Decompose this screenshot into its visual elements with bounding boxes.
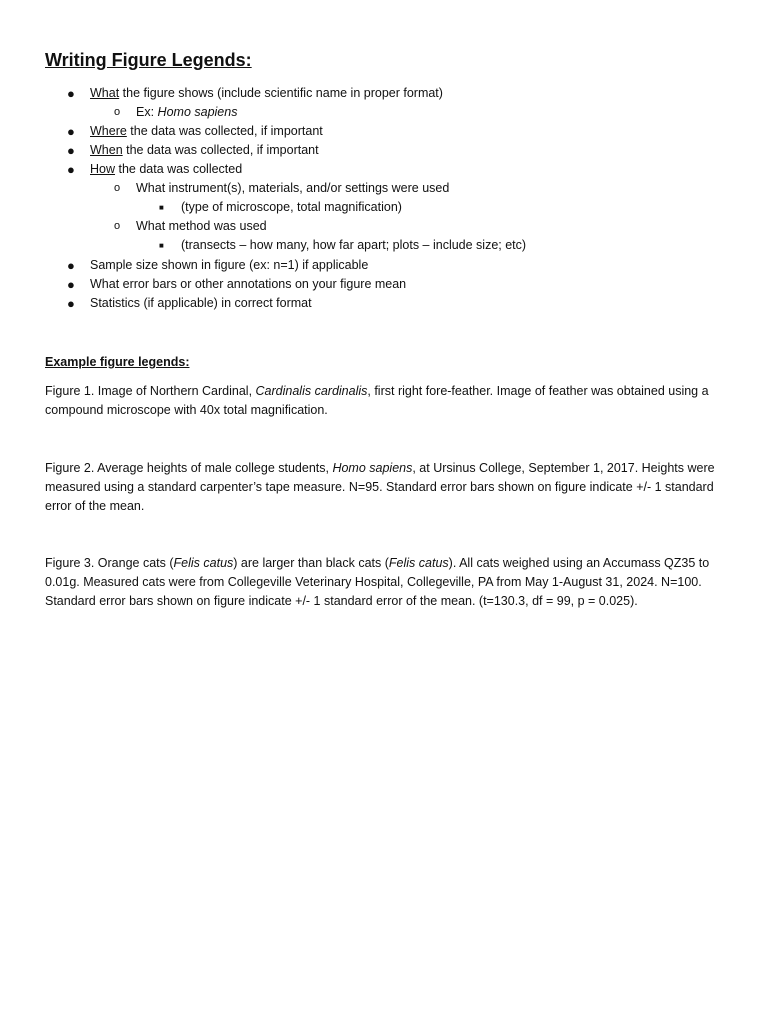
- scientific-name: Cardinalis cardinalis: [255, 384, 368, 398]
- list-item-text: Statistics (if applicable) in correct format: [90, 296, 312, 310]
- list-item-text: Ex:: [136, 105, 158, 119]
- page-title: Writing Figure Legends:: [45, 50, 252, 70]
- list-item-text: Sample size shown in figure (ex: n=1) if applicable: [90, 258, 369, 272]
- legend-text: ) are larger than black cats (: [233, 556, 389, 570]
- legend-text: ). All cats weighed using an Accumass QZ35 to 0.01g. Measured cats were from Collegeville Veterinary Hospital, Collegeville, PA from May 1-August 31, 2024. N=100. Standard error bars shown on figure indicate +/- 1 standard error of the mean. (t=130.3, df = 99, p = 0.025).: [45, 556, 710, 608]
- figure-legend-1: [45, 382, 735, 420]
- list-item-text: the data was collected, if important: [122, 143, 319, 157]
- bullet-dot-icon: ●: [67, 86, 75, 101]
- list-item: [114, 180, 450, 197]
- legend-text: , at Ursinus College, September 1, 2017. Heights were measured using a standard carpenter’s tape measure. N=95. Standard error bars shown on figure indicate +/- 1 standard error of the mean.: [45, 461, 715, 513]
- list-item-text: (type of microscope, total magnification): [181, 200, 402, 214]
- bullet-square-icon: ■: [159, 203, 164, 212]
- list-item: [114, 104, 238, 121]
- section-heading: Example figure legends:: [45, 355, 190, 369]
- bullet-dot-icon: ●: [67, 277, 75, 292]
- list-item-text: (transects – how many, how far apart; plots – include size; etc): [181, 238, 527, 252]
- list-item: [67, 123, 323, 140]
- list-item-text: the data was collected, if important: [126, 124, 323, 138]
- list-item: [67, 257, 369, 274]
- legend-text: Figure 3. Orange cats (: [45, 556, 174, 570]
- legend-text: , first right fore-feather. Image of feather was obtained using a compound microscope with 40x total magnification.: [45, 384, 709, 417]
- list-item-lead: How: [90, 162, 116, 176]
- list-item: [159, 199, 402, 216]
- scientific-name: Homo sapiens: [157, 105, 238, 119]
- list-item: [114, 218, 267, 235]
- list-item: [67, 85, 443, 102]
- list-item-text: the figure shows (include scientific name in proper format): [119, 86, 443, 100]
- list-item: [67, 276, 407, 293]
- list-item: [67, 142, 319, 159]
- bullet-dot-icon: ●: [67, 143, 75, 158]
- bullet-dot-icon: ●: [67, 296, 75, 311]
- list-item: [159, 237, 527, 254]
- legend-text: Figure 2. Average heights of male college students,: [45, 461, 333, 475]
- list-item-text: What instrument(s), materials, and/or settings were used: [136, 181, 450, 195]
- list-item-text: What method was used: [136, 219, 267, 233]
- list-item-lead: What: [90, 86, 120, 100]
- figure-legend-2: [45, 459, 735, 516]
- list-item-lead: Where: [90, 124, 127, 138]
- bullet-dot-icon: ●: [67, 162, 75, 177]
- bullet-circle-icon: o: [114, 220, 121, 232]
- list-item-lead: When: [90, 143, 123, 157]
- list-item: [67, 161, 243, 178]
- list-item: [67, 295, 312, 312]
- bullet-square-icon: ■: [159, 241, 164, 250]
- bullet-dot-icon: ●: [67, 258, 75, 273]
- scientific-name: Homo sapiens: [332, 461, 413, 475]
- bullet-circle-icon: o: [114, 106, 121, 118]
- figure-legend-3: [45, 554, 735, 611]
- bullet-circle-icon: o: [114, 182, 121, 194]
- list-item-text: the data was collected: [115, 162, 243, 176]
- scientific-name: Felis catus: [173, 556, 234, 570]
- scientific-name: Felis catus: [388, 556, 449, 570]
- list-item-text: What error bars or other annotations on your figure mean: [90, 277, 407, 291]
- bullet-dot-icon: ●: [67, 124, 75, 139]
- legend-text: Figure 1. Image of Northern Cardinal,: [45, 384, 256, 398]
